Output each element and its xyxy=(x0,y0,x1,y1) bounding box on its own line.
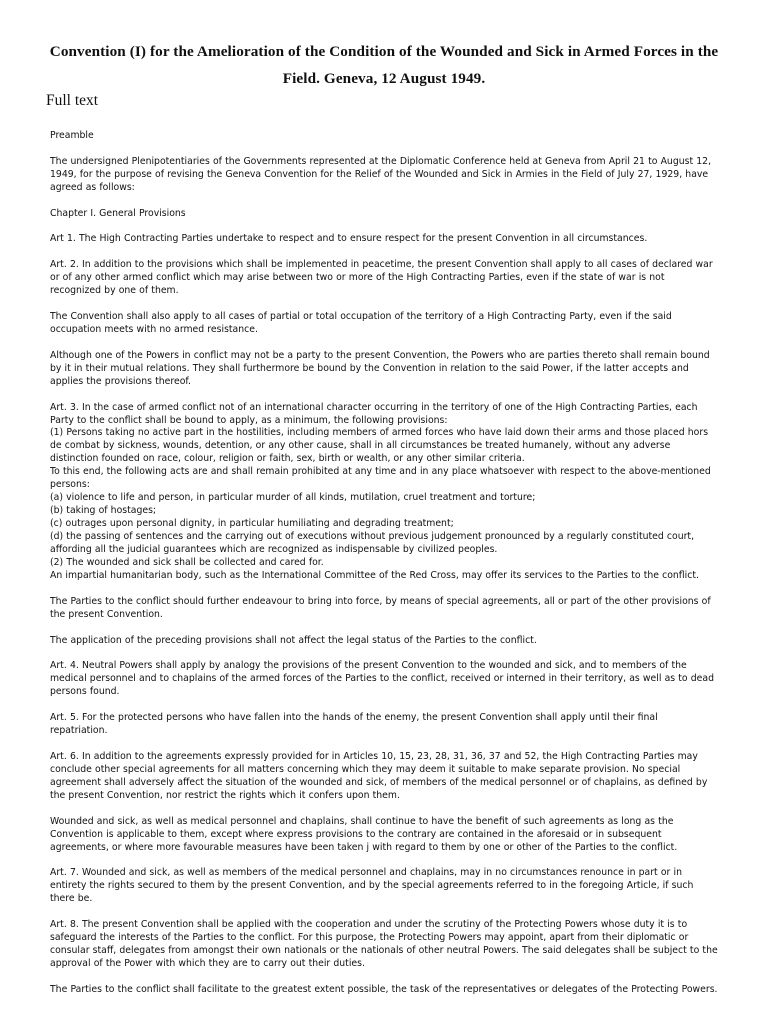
paragraph xyxy=(50,984,718,997)
paragraph xyxy=(50,596,718,622)
paragraph-line: Art. 3. In the case of armed conflict not of an international character occurring in the territory of one of the High Contracting Parties, each Party to the conflict shall be bound to apply, as a minimum, the following provisions: xyxy=(50,401,698,426)
paragraph xyxy=(50,816,718,855)
paragraph xyxy=(50,635,718,648)
paragraph-line: Art. 7. Wounded and sick, as well as members of the medical personnel and chaplains, may in no circumstances renounce in part or in entirety the rights secured to them by the present Convention, and by the special agreements referred to in the foregoing Article, if such there be. xyxy=(50,867,694,905)
paragraph-line: Art. 4. Neutral Powers shall apply by analogy the provisions of the present Convention to the wounded and sick, and to members of the medical personnel and to chaplains of the armed forces of the Parties to the conflict, received or interned in their territory, as well as to dead persons found. xyxy=(50,660,714,698)
paragraph-line: Chapter I. General Provisions xyxy=(50,207,186,219)
document-subtitle: Full text xyxy=(46,92,99,109)
paragraph-line: An impartial humanitarian body, such as the International Committee of the Red Cross, may offer its services to the Parties to the conflict. xyxy=(50,569,699,581)
paragraph-line: Preamble xyxy=(50,130,94,141)
paragraph xyxy=(50,660,718,699)
paragraph xyxy=(50,350,718,389)
paragraph xyxy=(50,751,718,803)
paragraph xyxy=(50,156,718,195)
paragraph xyxy=(50,712,718,738)
paragraph-line: (c) outrages upon personal dignity, in particular humiliating and degrading treatment; xyxy=(50,518,454,530)
paragraph-line: The Parties to the conflict shall facilitate to the greatest extent possible, the task of the representatives or delegates of the Protecting Powers. xyxy=(50,983,718,995)
paragraph-line: (b) taking of hostages; xyxy=(50,505,157,517)
paragraph xyxy=(50,311,718,337)
paragraph-line: (1) Persons taking no active part in the hostilities, including members of armed forces who have laid down their arms and those placed hors de combat by sickness, wounds, detention, or any other cause, shall in all circumstances be treated humanely, without any adverse distinction founded on race, colour, religion or faith, sex, birth or wealth, or any other similar criteria. xyxy=(50,427,709,465)
paragraph-line: The application of the preceding provisions shall not affect the legal status of the Parties to the conflict. xyxy=(50,634,537,646)
paragraph xyxy=(50,233,718,246)
paragraph-line: To this end, the following acts are and shall remain prohibited at any time and in any place whatsoever with respect to the above-mentioned persons: xyxy=(50,466,711,491)
paragraph-line: The Convention shall also apply to all cases of partial or total occupation of the territory of a High Contracting Party, even if the said occupation meets with no armed resistance. xyxy=(50,311,672,335)
document-title: Convention (I) for the Amelioration of the Condition of the Wounded and Sick in Armed Forces in the Field. Geneva, 12 August 1949. xyxy=(49,43,719,87)
paragraph-line: The Parties to the conflict should further endeavour to bring into force, by means of special agreements, all or part of the other provisions of the present Convention. xyxy=(50,595,711,620)
paragraph-line: Art. 6. In addition to the agreements expressly provided for in Articles 10, 15, 23, 28, 31, 36, 37 and 52, the High Contracting Parties may conclude other special agreements for all matters concerning which they may deem it suitable to make separate provision. No special agreement shall adversely affect the situation of the wounded and sick, of members of the medical personnel or of chaplains, as defined by the present Convention, nor restrict the rights which it confers upon them. xyxy=(50,751,708,801)
paragraph-line: (d) the passing of sentences and the carrying out of executions without previous judgement pronounced by a regularly constituted court, affording all the judicial guarantees which are recognized as indispensable by civilized peoples. xyxy=(50,531,695,556)
document-body xyxy=(50,130,718,1010)
paragraph xyxy=(50,208,718,221)
paragraph xyxy=(50,867,718,906)
paragraph-line: (2) The wounded and sick shall be collected and cared for. xyxy=(50,557,324,569)
paragraph xyxy=(50,259,718,298)
paragraph-line: Wounded and sick, as well as medical personnel and chaplains, shall continue to have the benefit of such agreements as long as the Convention is applicable to them, except where express provisions to the contrary are contained in the aforesaid or in subsequent agreements, or where more favourable measures have been taken j with regard to them by one or other of the Parties to the conflict. xyxy=(50,815,678,853)
paragraph-line: Art. 8. The present Convention shall be applied with the cooperation and under the scrutiny of the Protecting Powers whose duty it is to safeguard the interests of the Parties to the conflict. For this purpose, the Protecting Powers may appoint, apart from their diplomatic or consular staff, delegates from amongst their own nationals or the nationals of other neutral Powers. The said delegates shall be subject to the approval of the Power with which they are to carry out their duties. xyxy=(50,919,718,970)
paragraph xyxy=(50,130,718,143)
paragraph xyxy=(50,402,718,583)
paragraph-line: Art. 5. For the protected persons who have fallen into the hands of the enemy, the present Convention shall apply until their final repatriation. xyxy=(50,712,658,737)
paragraph-line: Art 1. The High Contracting Parties undertake to respect and to ensure respect for the present Convention in all circumstances. xyxy=(50,233,648,245)
paragraph-line: Art. 2. In addition to the provisions which shall be implemented in peacetime, the present Convention shall apply to all cases of declared war or of any other armed conflict which may arise between two or more of the High Contracting Parties, even if the state of war is not recognized by one of them. xyxy=(50,259,713,297)
paragraph-line: Although one of the Powers in conflict may not be a party to the present Convention, the Powers who are parties thereto shall remain bound by it in their mutual relations. They shall furthermore be bound by the Convention in relation to the said Power, if the latter accepts and applies the provisions thereof. xyxy=(50,349,710,387)
paragraph-line: The undersigned Plenipotentiaries of the Governments represented at the Diplomatic Conference held at Geneva from April 21 to August 12, 1949, for the purpose of revising the Geneva Convention for the Relief of the Wounded and Sick in Armies in the Field of July 27, 1929, have agreed as follows: xyxy=(50,155,712,193)
paragraph-line: (a) violence to life and person, in particular murder of all kinds, mutilation, cruel treatment and torture; xyxy=(50,492,536,504)
paragraph xyxy=(50,919,718,971)
